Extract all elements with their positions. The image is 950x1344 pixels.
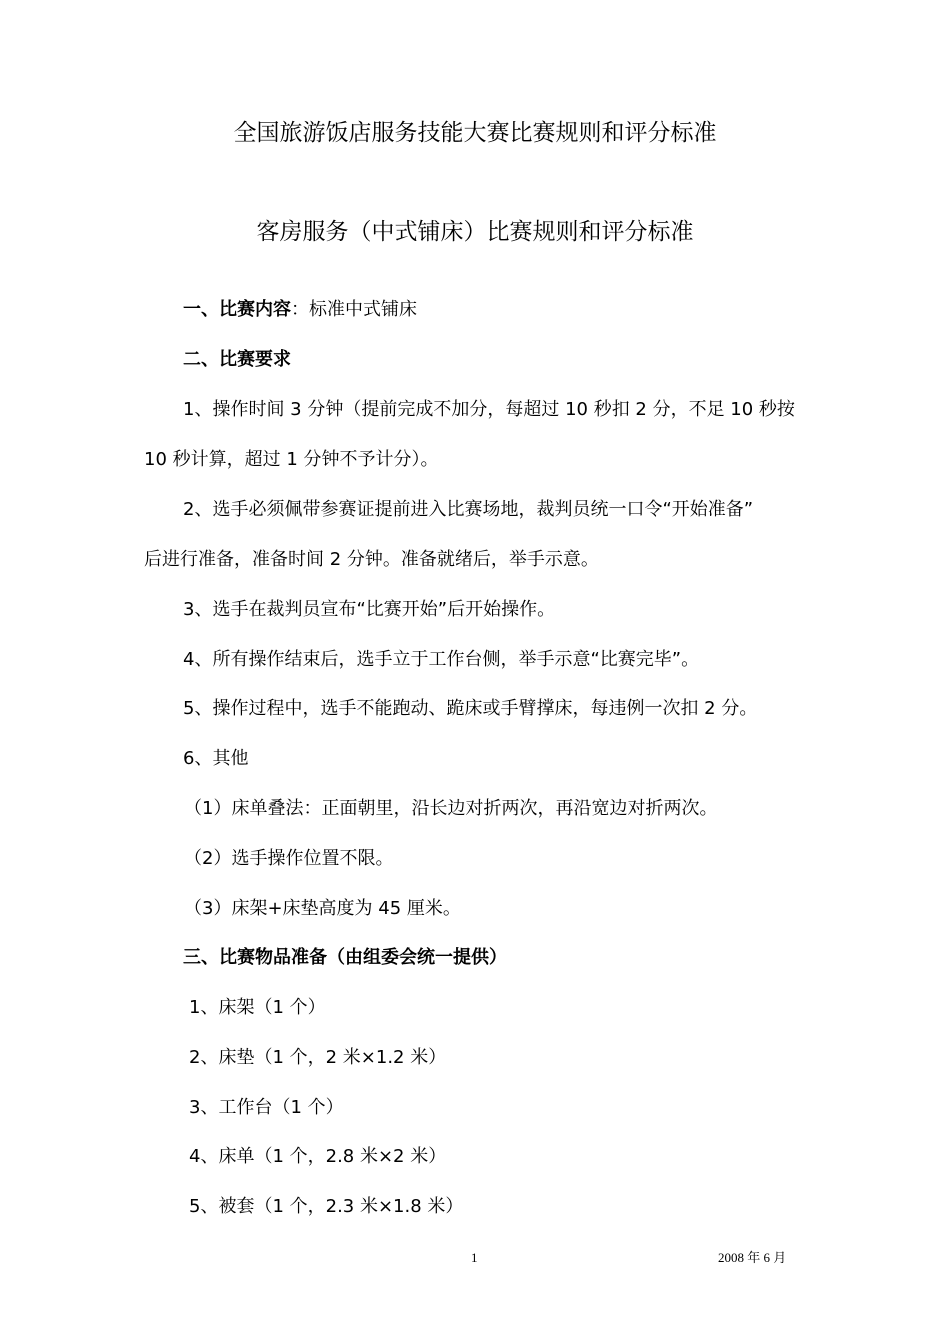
requirement-3: 3、选手在裁判员宣布“比赛开始”后开始操作。 — [183, 599, 556, 620]
section-1-heading: 一、比赛内容 — [183, 299, 291, 320]
section-1-line — [183, 297, 417, 323]
requirement-4: 4、所有操作结束后，选手立于工作台侧，举手示意“比赛完毕”。 — [183, 649, 700, 670]
equipment-item-5: 5、被套（1 个，2.3 米×1.8 米） — [189, 1196, 464, 1217]
equipment-item-3: 3、工作台（1 个） — [189, 1097, 344, 1118]
other-rule-3: （3）床架+床垫高度为 45 厘米。 — [184, 898, 461, 919]
equipment-item-2: 2、床垫（1 个，2 米×1.2 米） — [189, 1047, 447, 1068]
other-rule-2: （2）选手操作位置不限。 — [184, 848, 394, 869]
equipment-item-1: 1、床架（1 个） — [189, 997, 326, 1018]
requirement-2-line-2: 后进行准备，准备时间 2 分钟。准备就绪后，举手示意。 — [144, 549, 599, 570]
document-title: 全国旅游饭店服务技能大赛比赛规则和评分标准 — [233, 120, 717, 146]
footer-date: 2008 年 6 月 — [718, 1250, 787, 1265]
requirement-6: 6、其他 — [183, 748, 249, 769]
other-rule-1: （1）床单叠法：正面朝里，沿长边对折两次，再沿宽边对折两次。 — [184, 798, 718, 819]
page-number: 1 — [471, 1250, 478, 1265]
requirement-5: 5、操作过程中，选手不能跑动、跪床或手臂撑床，每违例一次扣 2 分。 — [183, 698, 758, 719]
requirement-1-line-2: 10 秒计算，超过 1 分钟不予计分）。 — [144, 449, 439, 470]
document-subtitle: 客房服务（中式铺床）比赛规则和评分标准 — [256, 219, 694, 245]
requirement-2-line-1: 2、选手必须佩带参赛证提前进入比赛场地，裁判员统一口令“开始准备” — [183, 499, 754, 520]
section-3-heading: 三、比赛物品准备（由组委会统一提供） — [183, 947, 507, 968]
requirement-1-line-1: 1、操作时间 3 分钟（提前完成不加分，每超过 10 秒扣 2 分，不足 10 秒按 — [183, 399, 795, 420]
equipment-item-4: 4、床单（1 个，2.8 米×2 米） — [189, 1146, 447, 1167]
section-1-content: ：标准中式铺床 — [291, 299, 417, 320]
section-2-heading: 二、比赛要求 — [183, 349, 291, 370]
